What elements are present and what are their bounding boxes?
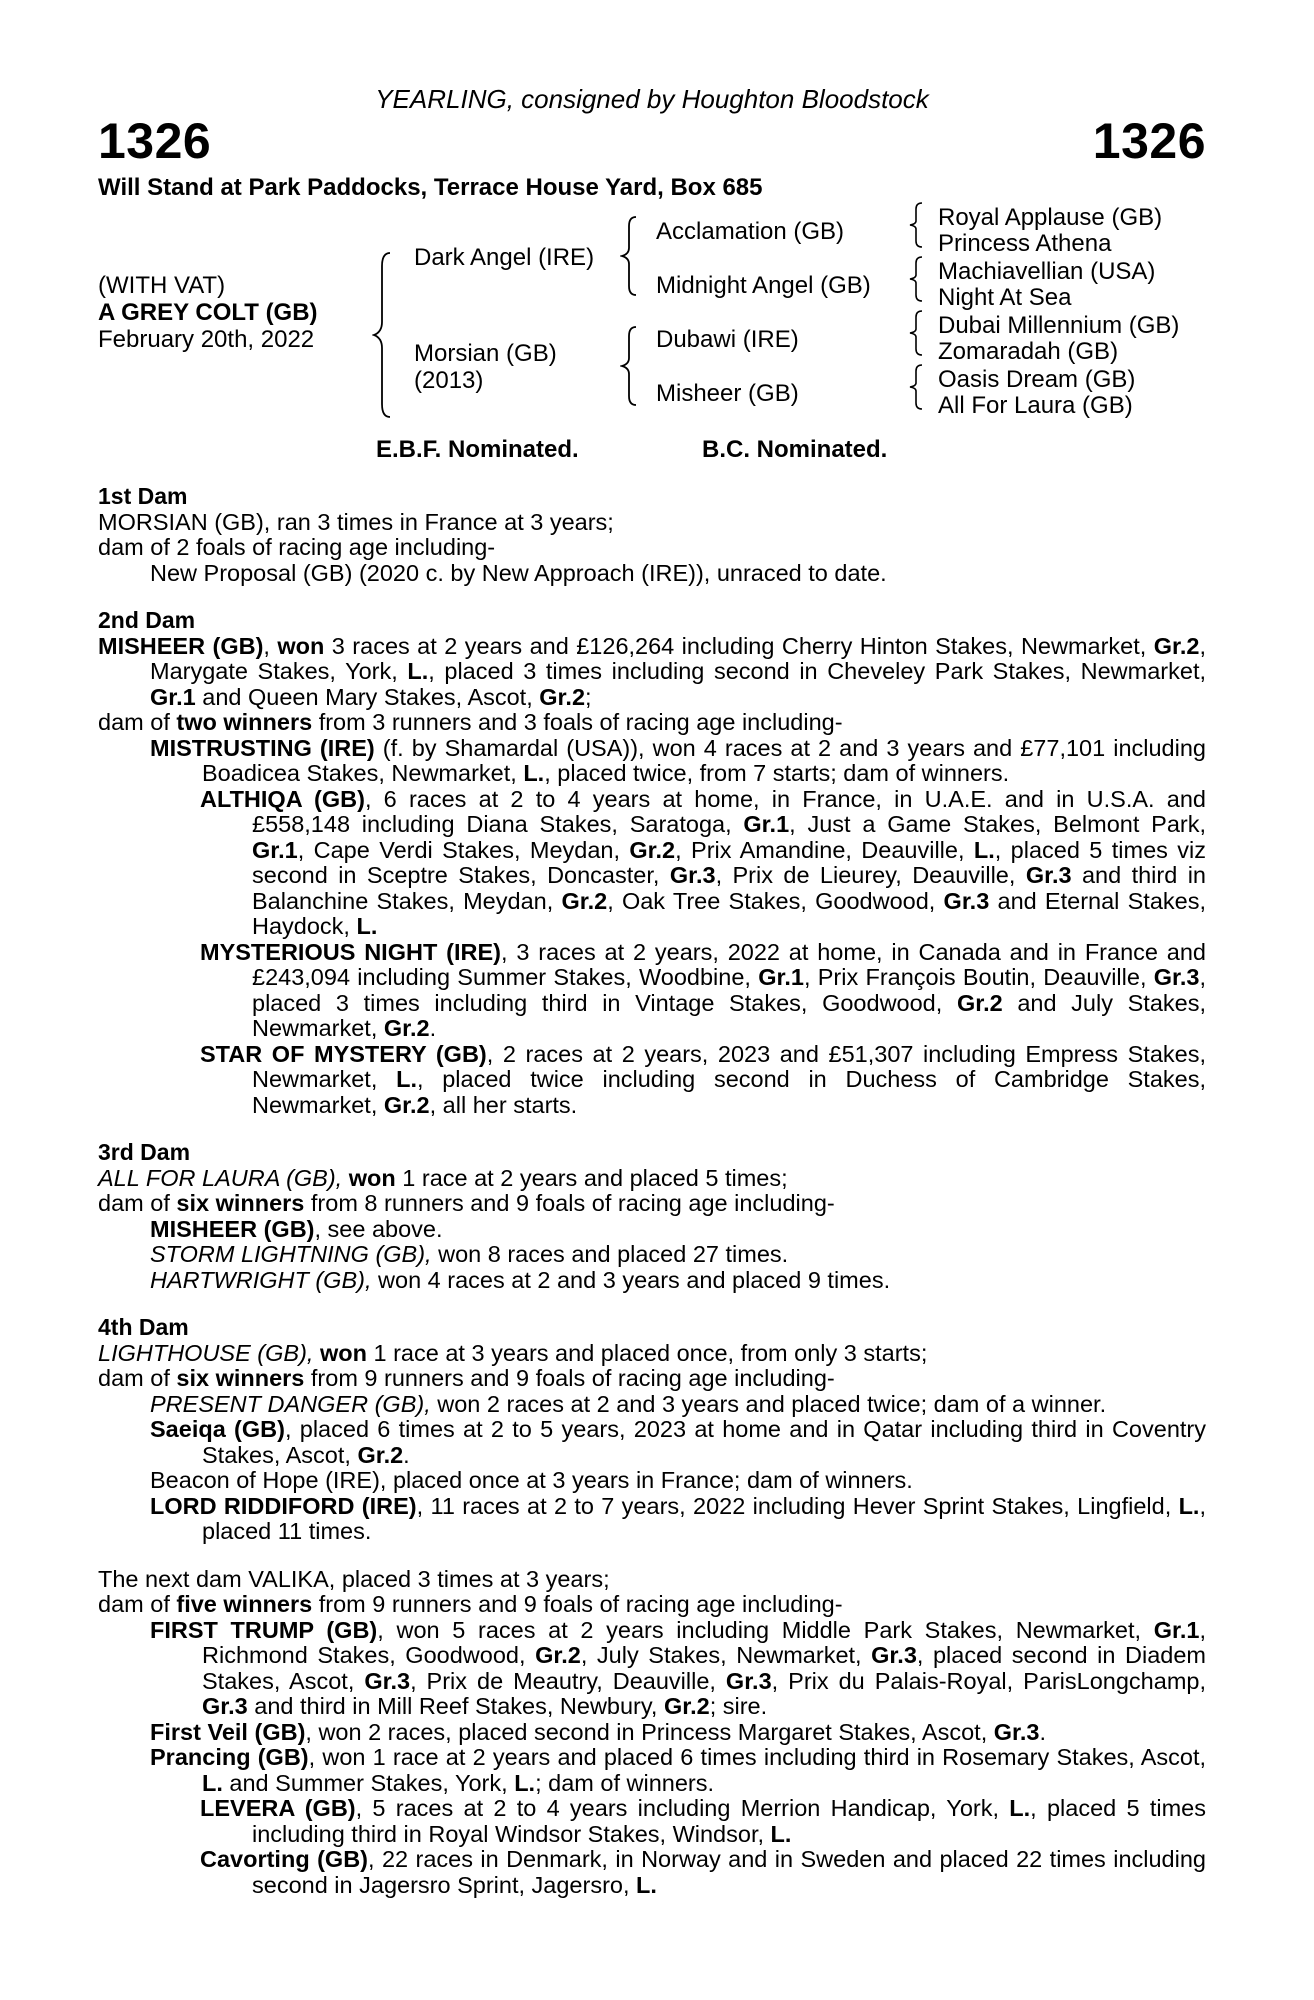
sire: Dark Angel (IRE)	[414, 244, 595, 271]
produce-entry	[98, 940, 1206, 1042]
text: , placed twice, from 7 starts; dam of winners.	[544, 760, 1010, 786]
text: , 5 races at 2 to 4 years including Merrion Handicap, York,	[355, 1795, 1010, 1821]
dam-sire-dam: Zomaradah (GB)	[938, 338, 1119, 365]
horse-ref: ALTHIQA (GB)	[200, 785, 365, 812]
dam-sire: Dubawi (IRE)	[656, 326, 799, 353]
dam-year: (2013)	[414, 367, 484, 394]
text: , Oak Tree Stakes, Goodwood,	[607, 887, 944, 914]
grade: Gr.3	[725, 1667, 772, 1694]
dam: Morsian (GB)	[414, 340, 557, 367]
horse-ref: STORM LIGHTNING (GB),	[150, 1241, 432, 1267]
fourth-dam-record	[98, 1341, 1206, 1367]
grade: L.	[514, 1769, 536, 1796]
dam-dam-sire: Oasis Dream (GB)	[938, 366, 1136, 393]
text: , 2 races at 2 years, 2023 and £51,307 including Empress Stakes, Newmarket,	[252, 1040, 1206, 1092]
horse-ref: LIGHTHOUSE (GB),	[98, 1339, 314, 1366]
text: , Marygate Stakes, York,	[150, 632, 1207, 684]
text: , Prix de Lieurey, Deauville,	[715, 862, 1026, 888]
horse-ref: MISTRUSTING (IRE)	[150, 734, 375, 761]
grade: Gr.2	[535, 1642, 581, 1668]
grade: Gr.3	[943, 887, 990, 914]
sire-sire-sire: Royal Applause (GB)	[938, 204, 1163, 231]
grade: L.	[407, 658, 429, 684]
first-dam-produce-line: dam of 2 foals of racing age including-	[98, 534, 496, 560]
produce-entry	[98, 1745, 1206, 1796]
grade: L.	[770, 1820, 792, 1847]
fourth-dam-produce-line	[98, 1366, 1206, 1392]
produce-entry	[98, 1796, 1206, 1847]
produce-entry	[98, 1847, 1206, 1898]
first-dam-section	[98, 484, 1206, 586]
third-dam-record	[98, 1166, 1206, 1192]
grade: Gr.3	[1025, 862, 1072, 888]
second-dam-record	[98, 634, 1206, 711]
sire-sire-dam: Princess Athena	[938, 230, 1112, 257]
stabling-line: Will Stand at Park Paddocks, Terrace House Yard, Box 685	[98, 174, 763, 201]
text: , Just a Game Stakes, Belmont Park,	[789, 811, 1206, 837]
text: , placed 11 times.	[202, 1492, 1206, 1544]
sire-dam-dam: Night At Sea	[938, 284, 1072, 311]
text: , Prix Amandine, Deauville,	[675, 836, 974, 863]
text: 1 race at 2 years and placed 5 times;	[395, 1164, 788, 1191]
sire-dam-sire: Machiavellian (USA)	[938, 258, 1156, 285]
dam-dam-dam: All For Laura (GB)	[938, 392, 1133, 419]
text: 1 race at 3 years and placed once, from only 3 starts;	[366, 1339, 928, 1366]
text: , 6 races at 2 to 4 years at home, in France, in U.A.E. and in U.S.A. and £558,148 including Diana Stakes, Saratoga,	[252, 785, 1207, 837]
text: from 8 runners and 9 foals of racing age including-	[304, 1190, 835, 1216]
text: , Prix du Palais-Royal, ParisLongchamp,	[771, 1667, 1206, 1694]
grade: L.	[1009, 1795, 1031, 1821]
text: won 8 races and placed 27 times.	[431, 1241, 789, 1267]
text: (f. by Shamardal (USA)), won 4 races at 2 and 3 years and £77,101 including Boadicea Stakes, Newmarket,	[202, 734, 1206, 786]
won-label: won	[277, 632, 325, 659]
sire-dam: Midnight Angel (GB)	[656, 272, 871, 299]
text: won 2 races at 2 and 3 years and placed twice; dam of a winner.	[430, 1390, 1107, 1417]
horse-ref: Saeiqa (GB)	[150, 1416, 285, 1442]
ebf-nomination: E.B.F. Nominated.	[376, 436, 579, 463]
text: , 11 races at 2 to 7 years, 2022 including Hever Sprint Stakes, Lingfield,	[416, 1492, 1179, 1519]
text: dam of	[98, 709, 177, 735]
produce-entry	[98, 787, 1206, 940]
next-dam-section	[98, 1567, 1206, 1899]
fourth-dam-heading: 4th Dam	[98, 1314, 189, 1340]
text: won 4 races at 2 and 3 years and placed 9 times.	[371, 1266, 891, 1293]
lot-number-left: 1326	[98, 113, 212, 169]
produce-entry	[98, 1042, 1206, 1119]
horse-ref: MYSTERIOUS NIGHT (IRE)	[200, 938, 501, 965]
horse-ref: FIRST TRUMP (GB)	[150, 1616, 378, 1643]
text: , placed 3 times including third in Vintage Stakes, Goodwood,	[252, 964, 1206, 1016]
dam-sire-sire: Dubai Millennium (GB)	[938, 312, 1180, 339]
text: and July Stakes, Newmarket,	[252, 989, 1206, 1041]
winners-count: two winners	[176, 709, 313, 735]
text: , placed second in Diadem Stakes, Ascot,	[202, 1642, 1206, 1694]
horse-ref: LORD RIDDIFORD (IRE)	[150, 1492, 417, 1519]
text: dam of	[98, 1190, 177, 1216]
brace-sire	[620, 216, 640, 296]
text: , placed twice including second in Duchess of Cambridge Stakes, Newmarket,	[252, 1066, 1206, 1118]
text: dam of	[98, 1365, 177, 1391]
produce-entry	[98, 1392, 1206, 1418]
text: , all her starts.	[429, 1091, 578, 1118]
brace-ss	[908, 202, 926, 248]
text: and third in Balanchine Stakes, Meydan,	[252, 862, 1206, 914]
text: ,	[263, 632, 278, 659]
text: , 22 races in Denmark, in Norway and in Sweden and placed 22 times including second in Jagersro Sprint, Jagersro,	[252, 1846, 1206, 1898]
grade: L.	[396, 1066, 417, 1092]
text: , see above.	[314, 1215, 443, 1242]
sire-sire: Acclamation (GB)	[656, 218, 845, 245]
horse-ref: STAR OF MYSTERY (GB)	[200, 1040, 487, 1067]
grade: Gr.2	[383, 1091, 430, 1118]
horse-ref: LEVERA (GB)	[200, 1795, 356, 1821]
grade: Gr.2	[383, 1015, 430, 1041]
grade: Gr.3	[202, 1693, 248, 1719]
winners-count: five winners	[176, 1591, 313, 1617]
grade: Gr.1	[150, 683, 196, 710]
grade: Gr.3	[993, 1718, 1040, 1745]
grade: L.	[523, 760, 545, 786]
text: from 9 runners and 9 foals of racing age including-	[304, 1365, 835, 1391]
grade: Gr.2	[663, 1693, 710, 1719]
grade: Gr.3	[364, 1667, 411, 1694]
won-label: won	[348, 1164, 396, 1191]
grade: Gr.1	[758, 964, 804, 990]
grade: Gr.1	[252, 836, 298, 863]
text: and Eternal Stakes, Haydock,	[252, 887, 1206, 939]
grade: L.	[636, 1871, 657, 1898]
horse-ref: First Veil (GB)	[150, 1718, 306, 1745]
produce-entry: Beacon of Hope (IRE), placed once at 3 years in France; dam of winners.	[150, 1467, 913, 1493]
produce-entry	[98, 1242, 1206, 1268]
text: , placed 5 times including third in Royal Windsor Stakes, Windsor,	[252, 1795, 1206, 1847]
horse-ref: PRESENT DANGER (GB),	[150, 1390, 431, 1417]
family-notes	[98, 484, 1206, 1898]
grade: L.	[1178, 1492, 1200, 1519]
brace-ds	[908, 310, 926, 356]
bc-nomination: B.C. Nominated.	[702, 436, 888, 463]
text: and Queen Mary Stakes, Ascot,	[195, 683, 540, 710]
second-dam-produce-line	[98, 710, 1206, 736]
produce-entry	[98, 1417, 1206, 1468]
text: , Richmond Stakes, Goodwood,	[202, 1616, 1206, 1668]
brace-dd	[908, 364, 926, 410]
text: , Prix de Meautry, Deauville,	[410, 1667, 726, 1694]
grade: L.	[973, 836, 995, 863]
horse-ref: Cavorting (GB)	[200, 1846, 368, 1872]
text: , July Stakes, Newmarket,	[580, 1642, 872, 1668]
horse-dob: February 20th, 2022	[98, 326, 315, 353]
won-label: won	[319, 1339, 367, 1366]
horse-ref: HARTWRIGHT (GB),	[150, 1266, 372, 1293]
text: .	[429, 1015, 437, 1041]
produce-entry	[98, 1217, 1206, 1243]
second-dam-section	[98, 608, 1206, 1118]
produce-entry	[98, 1268, 1206, 1294]
text: , Cape Verdi Stakes, Meydan,	[297, 836, 630, 863]
text: and third in Mill Reef Stakes, Newbury,	[247, 1693, 664, 1719]
grade: Gr.2	[1153, 632, 1200, 659]
brace-main	[372, 252, 394, 418]
produce-entry	[98, 1720, 1206, 1746]
fourth-dam-section	[98, 1315, 1206, 1545]
third-dam-heading: 3rd Dam	[98, 1139, 191, 1165]
text: , placed 3 times including second in Cheveley Park Stakes, Newmarket,	[428, 658, 1207, 684]
produce-entry	[98, 736, 1206, 787]
first-dam-foal: New Proposal (GB) (2020 c. by New Approach (IRE)), unraced to date.	[150, 559, 887, 586]
text: dam of	[98, 1591, 177, 1617]
third-dam-produce-line	[98, 1191, 1206, 1217]
winners-count: six winners	[176, 1190, 305, 1216]
grade: Gr.2	[561, 887, 608, 914]
horse-name: A GREY COLT (GB)	[98, 299, 318, 326]
dam-dam: Misheer (GB)	[656, 380, 799, 407]
grade: Gr.2	[629, 836, 676, 863]
lot-number-right: 1326	[1092, 113, 1206, 169]
third-dam-section	[98, 1140, 1206, 1293]
grade: Gr.3	[1153, 964, 1200, 990]
produce-entry	[98, 1618, 1206, 1720]
text: .	[403, 1441, 410, 1468]
pedigree-table	[98, 204, 1206, 438]
grade: Gr.1	[1153, 1616, 1200, 1643]
grade: Gr.2	[357, 1441, 404, 1468]
grade: L.	[356, 913, 378, 939]
horse-ref: MISHEER (GB)	[150, 1215, 315, 1242]
text: , won 5 races at 2 years including Middle Park Stakes, Newmarket,	[377, 1616, 1154, 1643]
vat-note: (WITH VAT)	[98, 272, 226, 299]
next-dam-line: The next dam VALIKA, placed 3 times at 3 years;	[98, 1565, 610, 1592]
consignor-line: YEARLING, consigned by Houghton Bloodstock	[375, 84, 929, 114]
produce-entry	[98, 1494, 1206, 1545]
text: , won 1 race at 2 years and placed 6 times including third in Rosemary Stakes, Ascot,	[308, 1744, 1207, 1770]
text: and Summer Stakes, York,	[222, 1769, 515, 1796]
first-dam-heading: 1st Dam	[98, 483, 188, 509]
grade: Gr.3	[669, 862, 716, 888]
text: from 3 runners and 3 foals of racing age including-	[312, 709, 843, 735]
text: from 9 runners and 9 foals of racing age including-	[312, 1591, 843, 1617]
text: .	[1039, 1718, 1047, 1745]
winners-count: six winners	[176, 1365, 305, 1391]
text: , Prix François Boutin, Deauville,	[803, 964, 1154, 990]
text: ; dam of winners.	[535, 1769, 715, 1796]
horse-ref: MISHEER (GB)	[98, 632, 264, 659]
brace-sd	[908, 256, 926, 302]
text: , 3 races at 2 years, 2022 at home, in Canada and in France and £243,094 including Summer Stakes, Woodbine,	[252, 938, 1207, 990]
next-dam-produce-line	[98, 1592, 1206, 1618]
text: 3 races at 2 years and £126,264 including Cherry Hinton Stakes, Newmarket,	[324, 632, 1154, 659]
first-dam-line: MORSIAN (GB), ran 3 times in France at 3 years;	[98, 508, 614, 535]
grade: L.	[202, 1769, 223, 1796]
text: ; sire.	[709, 1693, 768, 1719]
grade: Gr.2	[956, 989, 1003, 1016]
text: , placed 6 times at 2 to 5 years, 2023 at home and in Qatar including third in Coventry Stakes, Ascot,	[202, 1416, 1206, 1468]
text: , placed 5 times viz second in Sceptre Stakes, Doncaster,	[252, 836, 1206, 888]
brace-dam	[620, 326, 640, 406]
grade: Gr.1	[743, 811, 790, 837]
grade: Gr.3	[871, 1642, 917, 1668]
text: ;	[585, 683, 592, 710]
grade: Gr.2	[539, 683, 586, 710]
second-dam-heading: 2nd Dam	[98, 607, 196, 633]
horse-ref: Prancing (GB)	[150, 1744, 309, 1770]
horse-ref: ALL FOR LAURA (GB),	[98, 1164, 343, 1191]
text: , won 2 races, placed second in Princess Margaret Stakes, Ascot,	[305, 1718, 994, 1745]
